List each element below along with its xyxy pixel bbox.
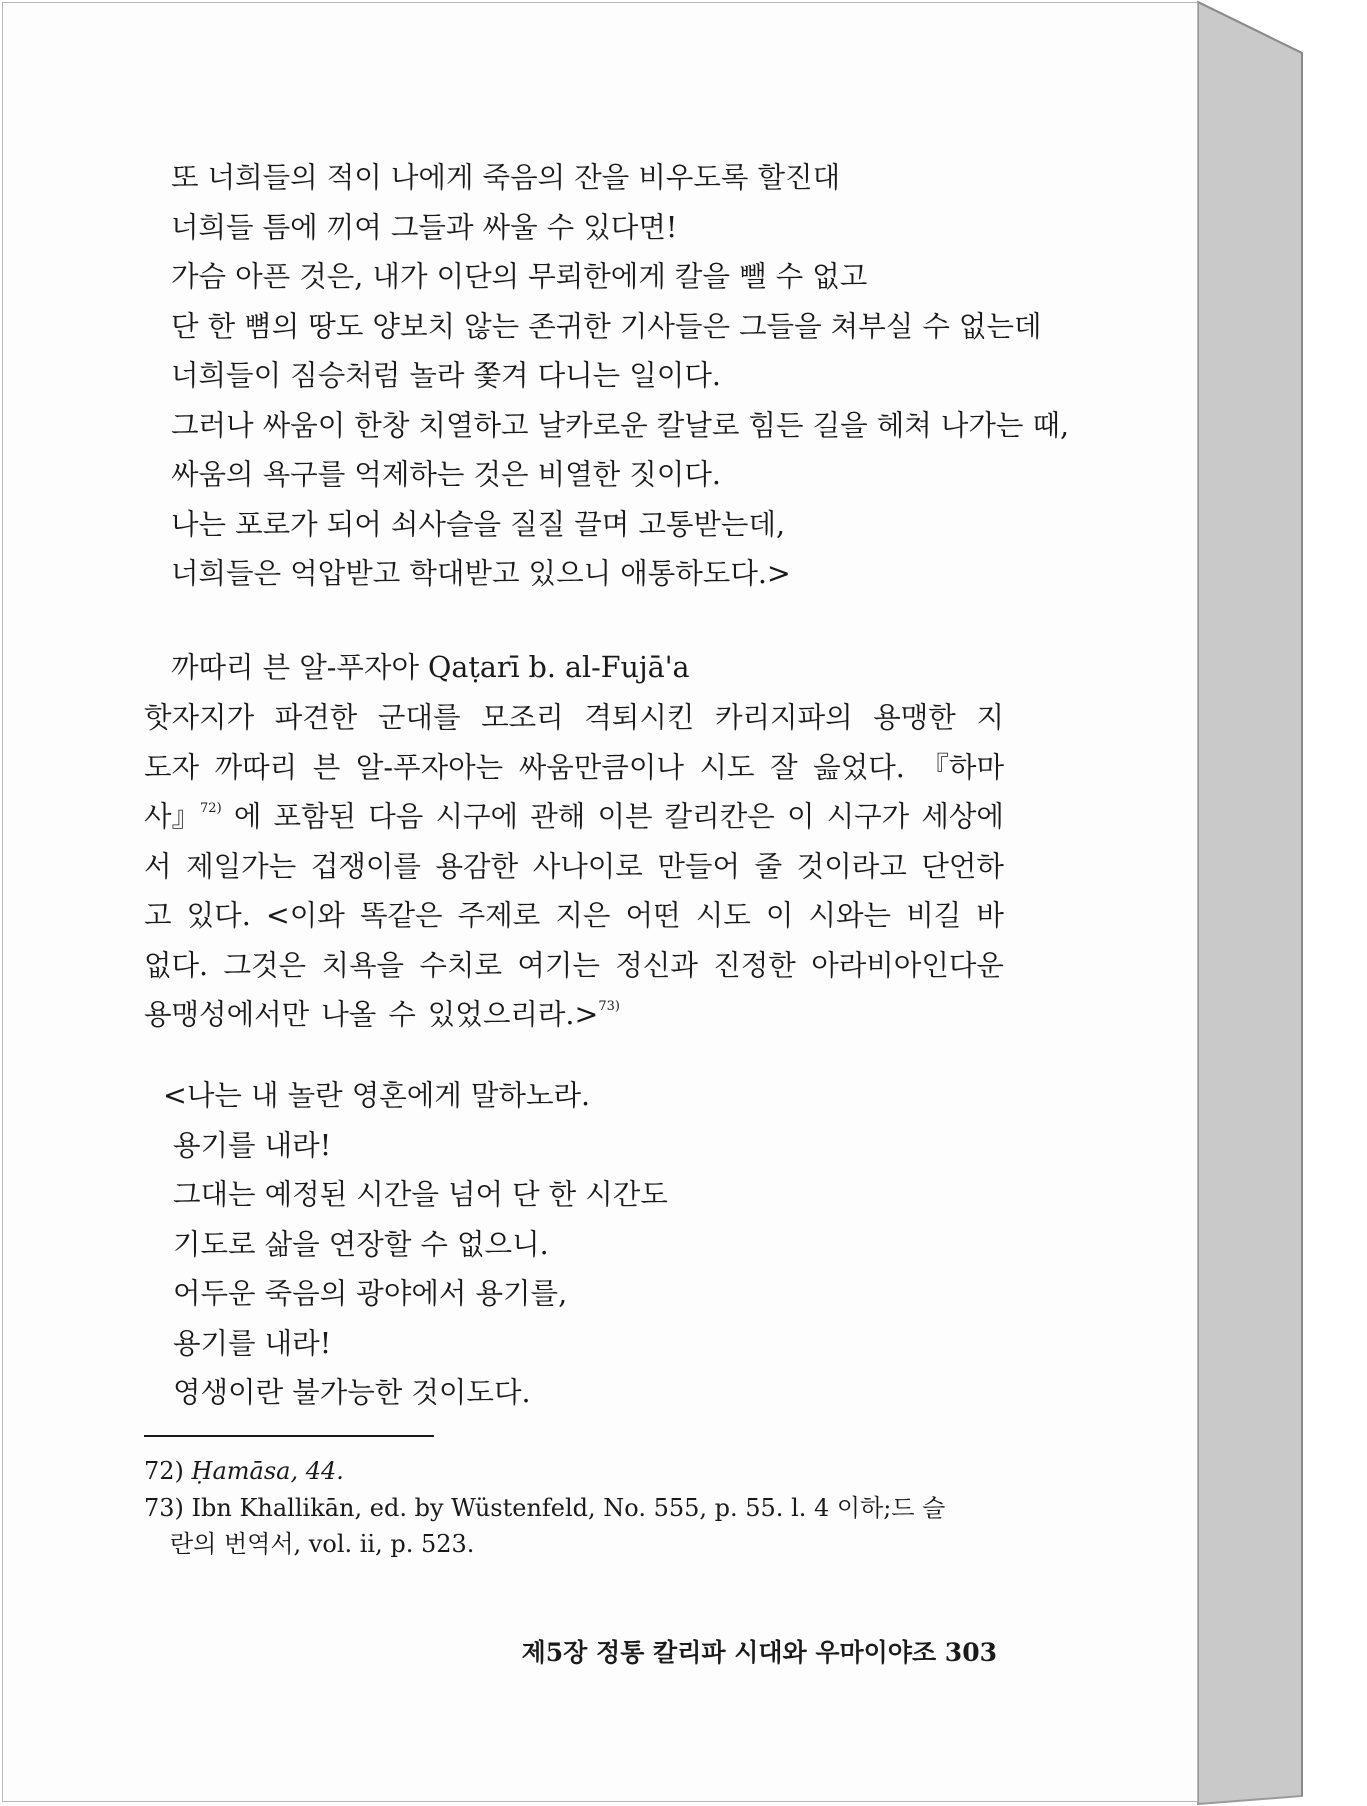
poem-line: 싸움의 욕구를 억제하는 것은 비열한 짓이다. (171, 458, 721, 491)
paragraph-word: 수치로 (419, 948, 502, 982)
footnote-text: Ḥamāsa, 44. (191, 1457, 344, 1485)
paragraph-word: 아라비아인다운 (811, 948, 1004, 982)
paragraph-word: 수 (388, 998, 416, 1031)
paragraph-word: 시도 (695, 899, 751, 932)
paragraph-word: 이 (786, 800, 815, 833)
footnote-number: 72) (144, 1457, 184, 1485)
poem-line: 단 한 뼘의 땅도 양보치 않는 존귀한 기사들은 그들을 쳐부실 수 없는데 (171, 309, 1042, 343)
paragraph-word: 파견한 (274, 701, 358, 734)
paragraph-word: 격퇴시킨 (584, 701, 695, 734)
poem-line: 용기를 내라! (173, 1128, 332, 1162)
poem-line: 나는 포로가 되어 쇠사슬을 질질 끌며 고통받는데, (171, 507, 786, 541)
paragraph-word: 비길 (906, 899, 962, 932)
paragraph-line (144, 693, 1004, 743)
paragraph-word: 없다. (144, 948, 209, 982)
paragraph-word: 용맹성에서만 (144, 998, 310, 1031)
paragraph-word: 세상에 (921, 800, 1004, 833)
section-heading: 까따리 븐 알-푸자아 Qaṭarī b. al-Fujā'a (171, 651, 690, 684)
paragraph-line (144, 743, 1004, 793)
paragraph-word: 도자 (144, 750, 200, 784)
paragraph-word: 이븐 (597, 800, 653, 833)
paragraph-word: 군대를 (377, 701, 461, 734)
footnote-number: 73) (144, 1494, 184, 1522)
paragraph-line (144, 990, 1004, 1040)
poem-line: 영생이란 불가능한 것이도다. (173, 1376, 531, 1409)
paragraph-word: 치욕을 (321, 948, 405, 982)
poem-line: <나는 내 놀란 영혼에게 말하노라. (163, 1079, 591, 1112)
footnote-ref-72: 72) (200, 801, 222, 816)
paragraph-line (144, 842, 1004, 892)
paragraph-word: 있다. (186, 899, 251, 932)
paragraph-word: 용감한 (435, 849, 519, 883)
footnote-text: Ibn Khallikān, ed. by Wüstenfeld, No. 555, p. 55. l. 4 이하;드 슬 (191, 1494, 946, 1522)
paragraph-word: 만들어 (657, 849, 740, 883)
paragraph-word: 칼리칸은 (664, 800, 775, 833)
paragraph-word: 겁쟁이를 (310, 849, 421, 883)
paragraph-word: 제일가는 (186, 849, 297, 883)
poem-stanza-one (171, 153, 1069, 599)
paragraph-line (144, 941, 1004, 991)
paragraph-word: 까따리 (214, 750, 298, 784)
paragraph-line (144, 792, 1004, 842)
poem-line: 용기를 내라! (173, 1326, 332, 1360)
paragraph-word: 바 (976, 899, 1004, 932)
poem-line: 가슴 아픈 것은, 내가 이단의 무뢰한에게 칼을 뺄 수 없고 (171, 260, 868, 293)
paragraph-word: 서 (144, 849, 172, 883)
paragraph-word: 카리지파의 (715, 701, 853, 734)
body-paragraph (144, 693, 1004, 1040)
footnote-72 (144, 1453, 344, 1489)
paragraph-word: 알-푸자아는 (355, 750, 504, 784)
paragraph-word: 어떤 (625, 899, 681, 932)
paragraph-word: 읊었다. (813, 750, 905, 784)
paragraph-word: 지은 (555, 899, 611, 932)
paragraph-word: 잘 (770, 750, 798, 784)
paragraph-word: 사나이로 (532, 849, 643, 883)
paragraph-word: 시도 (699, 750, 755, 784)
paragraph-line (144, 891, 1004, 941)
poem-line: 너희들 틈에 끼여 그들과 싸울 수 있다면! (171, 210, 678, 244)
poem-line: 너희들이 짐승처럼 놀라 쫓겨 다니는 일이다. (171, 359, 721, 392)
poem-line: 그러나 싸움이 한창 치열하고 날카로운 칼날로 힘든 길을 헤쳐 나가는 때, (171, 408, 1070, 442)
paragraph-word: 고 (144, 899, 172, 932)
footnote-73 (144, 1490, 945, 1562)
paragraph-word: 싸움만큼이나 (518, 750, 684, 784)
paragraph-word: 줄 (754, 849, 783, 883)
paragraph-word: 사』$^{72)}$ (144, 800, 222, 833)
paragraph-word: 나올 (321, 998, 377, 1031)
poem-line: 기도로 삶을 연장할 수 없으니. (173, 1227, 549, 1261)
paragraph-word: 포함된 (273, 800, 357, 833)
paragraph-word: 있었으리라.>$^{73)}$ (427, 998, 621, 1031)
paragraph-word: 시와는 (808, 899, 892, 932)
paragraph-word: 그것은 (223, 948, 307, 982)
paragraph-word: 지 (976, 701, 1004, 734)
paragraph-word: 모조리 (481, 701, 564, 734)
poem-stanza-two (163, 1071, 668, 1418)
paragraph-word: 븐 (312, 750, 341, 784)
running-footer: 제5장 정통 칼리파 시대와 우마이야조 303 (521, 1638, 997, 1667)
footnote-text-continued: 란의 번역서, vol. ii, p. 523. (170, 1530, 475, 1558)
poem-line: 어두운 죽음의 광야에서 용기를, (173, 1277, 568, 1310)
paragraph-word: 『하마 (920, 750, 1004, 784)
paragraph-word: 주제로 (457, 899, 541, 932)
paragraph-word: 것이라고 (796, 849, 907, 883)
paragraph-word: 에 (233, 800, 262, 833)
book-page (2, 2, 1198, 1802)
paragraph-word: 관해 (530, 800, 586, 833)
paragraph-word: 시구가 (826, 800, 910, 833)
footnote-ref-73: 73) (598, 999, 621, 1014)
paragraph-word: 여기는 (517, 948, 600, 982)
paragraph-word: 시구에 (435, 800, 519, 833)
poem-line: 너희들은 억압받고 학대받고 있으니 애통하도다.> (171, 557, 791, 590)
poem-line: 또 너희들의 적이 나에게 죽음의 잔을 비우도록 할진대 (171, 161, 841, 194)
paragraph-word: 용맹한 (873, 701, 956, 734)
paragraph-word: 이 (765, 899, 794, 932)
paragraph-word: <이와 (265, 899, 345, 932)
paragraph-word: 진정한 (713, 948, 796, 982)
paragraph-word: 다음 (368, 800, 424, 833)
paragraph-word: 단언하 (921, 849, 1004, 883)
paragraph-word: 핫자지가 (144, 701, 255, 734)
footnote-divider (144, 1435, 434, 1437)
poem-line: 그대는 예정된 시간을 넘어 단 한 시간도 (173, 1178, 668, 1211)
paragraph-word: 정신과 (615, 948, 698, 982)
paragraph-word: 똑같은 (359, 899, 443, 932)
